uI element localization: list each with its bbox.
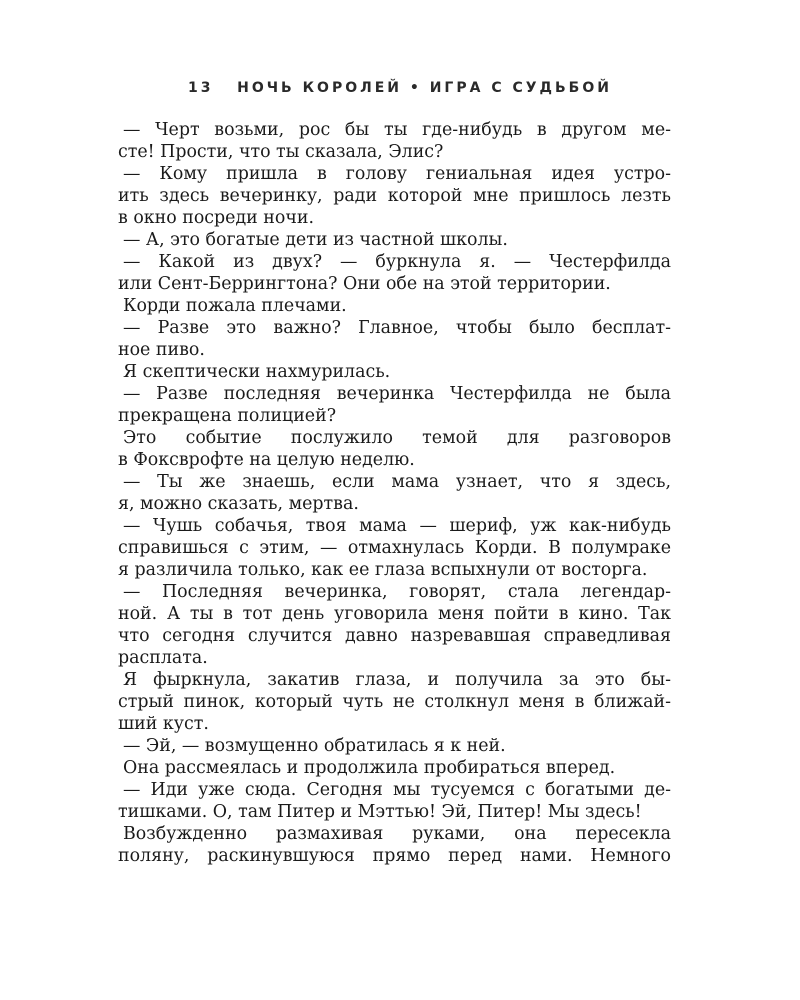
- text-line: Я фыркнула, закатив глаза, и получила за это бы-: [123, 670, 671, 690]
- text-line: я различила только, как ее глаза вспыхнули от восторга.: [118, 560, 648, 580]
- text-line: — Какой из двух? — буркнула я. — Честерфилда: [123, 252, 671, 272]
- text-line: что сегодня случится давно назревавшая справедливая: [118, 626, 671, 646]
- text-line: Корди пожала плечами.: [123, 296, 347, 316]
- text-line: сте! Прости, что ты сказала, Элис?: [118, 142, 444, 162]
- body-text: [118, 119, 671, 867]
- text-line: прекращена полицией?: [118, 406, 337, 426]
- text-line: — Ты же знаешь, если мама узнает, что я здесь,: [123, 472, 671, 492]
- text-line: Она рассмеялась и продолжила пробираться вперед.: [123, 758, 616, 778]
- text-line: поляну, раскинувшуюся прямо перед нами. Немного: [118, 846, 671, 866]
- text-line: — Черт возьми, рос бы ты где-нибудь в другом ме-: [123, 120, 671, 140]
- text-line: — Разве последняя вечеринка Честерфилда не была: [123, 384, 671, 404]
- text-line: ное пиво.: [118, 340, 205, 360]
- running-title: НОЧЬ КОРОЛЕЙ • ИГРА С СУДЬБОЙ: [237, 80, 612, 96]
- running-header: [0, 80, 800, 96]
- text-line: ить здесь вечеринку, ради которой мне пришлось лезть: [118, 186, 671, 206]
- text-line: тишками. О, там Питер и Мэттью! Эй, Питер! Мы здесь!: [118, 802, 642, 822]
- page-number: 13: [188, 80, 214, 96]
- text-line: — Эй, — возмущенно обратилась я к ней.: [123, 736, 506, 756]
- text-line: — Последняя вечеринка, говорят, стала легендар-: [123, 582, 671, 602]
- text-line: Это событие послужило темой для разговоров: [123, 428, 671, 448]
- text-line: Возбужденно размахивая руками, она пересекла: [123, 824, 671, 844]
- text-line: справишься с этим, — отмахнулась Корди. В полумраке: [118, 538, 671, 558]
- text-line: — Разве это важно? Главное, чтобы было бесплат-: [123, 318, 671, 338]
- text-line: — Иди уже сюда. Сегодня мы тусуемся с богатыми де-: [123, 780, 671, 800]
- text-line: в окно посреди ночи.: [118, 208, 314, 228]
- text-line: стрый пинок, который чуть не столкнул меня в ближай-: [118, 692, 671, 712]
- text-line: расплата.: [118, 648, 208, 668]
- text-line: в Фоксврофте на целую неделю.: [118, 450, 415, 470]
- text-line: Я скептически нахмурилась.: [123, 362, 391, 382]
- text-line: — Кому пришла в голову гениальная идея устро-: [123, 164, 671, 184]
- text-line: я, можно сказать, мертва.: [118, 494, 359, 514]
- text-line: ший куст.: [118, 714, 209, 734]
- text-line: — Чушь собачья, твоя мама — шериф, уж как-нибудь: [123, 516, 671, 536]
- text-line: или Сент-Беррингтона? Они обе на этой территории.: [118, 274, 611, 294]
- text-line: — А, это богатые дети из частной школы.: [123, 230, 508, 250]
- text-line: ной. А ты в тот день уговорила меня пойти в кино. Так: [118, 604, 671, 624]
